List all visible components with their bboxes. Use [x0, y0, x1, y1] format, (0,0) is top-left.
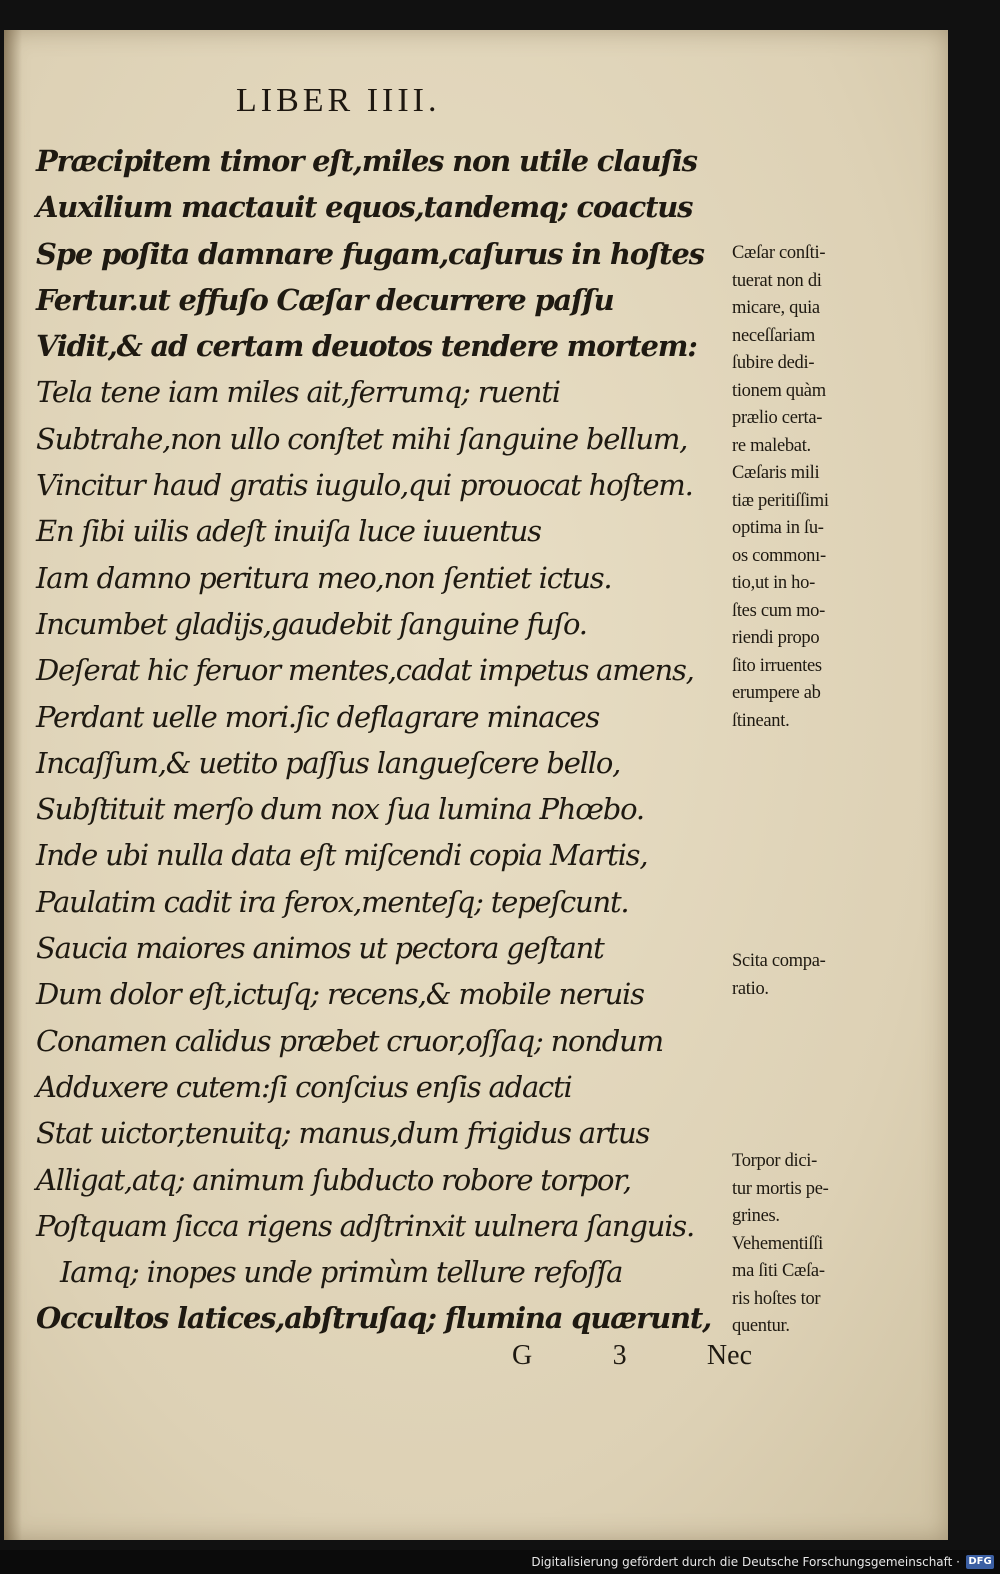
verse-line: Tela tene iam miles ait,ferrumq; ruenti	[36, 375, 560, 410]
verse-line: Saucia maiores animos ut pectora geſtant	[36, 931, 604, 966]
margin-note-line: quentur.	[732, 1316, 790, 1336]
margin-note-line: neceſſariam	[732, 325, 815, 346]
margin-note-line: riendi propo	[732, 628, 820, 648]
margin-note-1	[732, 240, 902, 735]
verse-line: Occultos latices,abſtruſaq; flumina quærunt,	[36, 1301, 712, 1336]
footer-credit: Digitalisierung gefördert durch die Deutsche Forschungsgemeinschaft ·	[531, 1555, 960, 1569]
margin-note-line: Cæſaris mili	[732, 463, 820, 483]
verse-line: En ſibi uilis adeſt inuiſa luce iuuentus	[36, 514, 541, 549]
verse-line: Perdant uelle mori.ſic deflagrare minaces	[36, 699, 600, 734]
margin-note-line: ratio.	[732, 978, 769, 999]
page-gutter	[4, 30, 22, 1540]
verse-line: Conamen calidus præbet cruor,oſſaq; nondum	[36, 1023, 663, 1058]
margin-note-line: Vehementiſſi	[732, 1233, 823, 1254]
margin-note-line: os commonı-	[732, 545, 826, 566]
margin-note-line: ſubire dedi-	[732, 353, 815, 373]
margin-note-line: prælio certa-	[732, 408, 823, 428]
margin-note-line: ma ſiti Cæſa-	[732, 1261, 825, 1281]
book-page	[4, 30, 948, 1540]
verse-line: Paulatim cadit ira ferox,menteſq; tepeſcunt.	[36, 884, 629, 919]
margin-note-line: re malebat.	[732, 435, 811, 456]
margin-note-2	[732, 948, 902, 1003]
margin-note-line: tionem quàm	[732, 380, 826, 401]
verse-line: Iam damno peritura meo,non ſentiet ictus.	[36, 560, 612, 595]
verse-line: Poſtquam ſicca rigens adſtrinxit uulnera ſanguis.	[36, 1208, 694, 1243]
verse-line: Inde ubi nulla data eſt miſcendi copia Martis,	[36, 838, 648, 873]
verse-line: Iamq; inopes unde primùm tellure refoſſa	[60, 1255, 623, 1290]
catchword: Nec	[706, 1340, 752, 1371]
dfg-logo: DFG	[966, 1555, 994, 1569]
margin-note-line: tuerat non di	[732, 270, 822, 291]
verse-line: Fertur.ut effuſo Cæſar decurrere paſſu	[36, 282, 614, 317]
margin-note-line: ris hoſtes tor	[732, 1288, 821, 1309]
margin-note-line: erumpere ab	[732, 683, 821, 703]
verse-line: Incumbet gladijs,gaudebit ſanguine fuſo.	[36, 606, 587, 641]
verse-line: Alligat,atq; animum ſubducto robore torpor,	[36, 1162, 631, 1197]
verse-line: Adduxere cutem:ſi conſcius enſis adacti	[36, 1069, 572, 1104]
verse-line: Auxilium mactauit equos,tandemq; coactus	[36, 190, 693, 225]
running-head: LIBER IIII.	[236, 82, 441, 119]
margin-note-line: ſtineant.	[732, 710, 790, 731]
verse-line: Stat uictor,tenuitq; manus,dum frigidus artus	[36, 1116, 650, 1151]
page-signature-row	[512, 1340, 752, 1372]
margin-note-line: micare, quia	[732, 298, 820, 318]
verse-line: Incaſſum,& uetito paſſus langueſcere bello,	[36, 745, 621, 780]
verse-block	[36, 138, 736, 1342]
margin-note-3	[732, 1148, 902, 1341]
margin-note-line: ſito irruentes	[732, 655, 822, 676]
signature-number: 3	[612, 1340, 627, 1371]
verse-line: Subtrahe,non ullo conſtet mihi ſanguine bellum,	[36, 421, 688, 456]
margin-note-line: tur mortis pe-	[732, 1178, 829, 1199]
verse-line: Dum dolor eſt,ictuſq; recens,& mobile neruis	[36, 977, 644, 1012]
margin-note-line: Scita compa-	[732, 951, 826, 971]
margin-note-line: Cæſar conſti-	[732, 243, 826, 263]
verse-line: Vincitur haud gratis iugulo,qui prouocat hoſtem.	[36, 468, 693, 503]
margin-note-line: tio,ut in ho-	[732, 573, 815, 593]
signature-mark: G	[512, 1340, 533, 1371]
verse-line: Præcipitem timor eſt,miles non utile clauſis	[36, 144, 697, 178]
verse-line: Deſerat hic feruor mentes,cadat impetus amens,	[36, 653, 694, 688]
margin-note-line: optima in ſu-	[732, 518, 824, 538]
verse-line: Vidit,& ad certam deuotos tendere mortem:	[36, 329, 697, 364]
verse-line: Spe poſita damnare fugam,caſurus in hoſtes	[36, 236, 704, 271]
margin-note-line: ſtes cum mo-	[732, 600, 825, 621]
margin-note-line: tiæ peritiſſimi	[732, 490, 829, 511]
verse-line: Subſtituit merſo dum nox ſua lumina Phœbo.	[36, 792, 644, 827]
digitization-footer	[0, 1550, 1000, 1574]
margin-note-line: grines.	[732, 1206, 780, 1226]
margin-note-line: Torpor dici-	[732, 1151, 818, 1171]
